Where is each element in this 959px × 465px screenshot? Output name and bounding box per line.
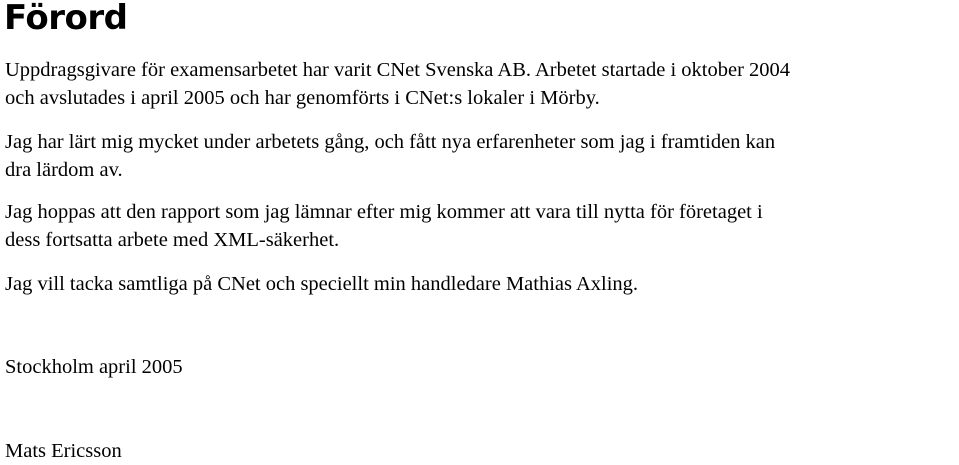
paragraph-thanks [5, 270, 638, 298]
paragraph-line: dra lärdom av. [5, 159, 123, 181]
paragraph-line: Jag hoppas att den rapport som jag lämnar efter mig kommer att vara till nytta för företaget i [5, 201, 763, 223]
paragraph-learning [5, 128, 775, 184]
paragraph-line: Jag vill tacka samtliga på CNet och speciellt min handledare Mathias Axling. [5, 273, 639, 295]
author-name: Mats Ericsson [5, 440, 122, 462]
page-title: Förord [4, 0, 128, 38]
paragraph-line: dess fortsatta arbete med XML-säkerhet. [5, 229, 340, 251]
paragraph-line: Jag har lärt mig mycket under arbetets gång, och fått nya erfarenheter som jag i framtiden kan [5, 131, 776, 153]
paragraph-sponsor [5, 56, 790, 112]
paragraph-line: Uppdragsgivare för examensarbetet har varit CNet Svenska AB. Arbetet startade i oktober 2004 [5, 59, 791, 81]
paragraph-hope [5, 198, 763, 254]
paragraph-line: och avslutades i april 2005 och har genomförts i CNet:s lokaler i Mörby. [5, 87, 600, 109]
place-date: Stockholm april 2005 [5, 356, 183, 378]
